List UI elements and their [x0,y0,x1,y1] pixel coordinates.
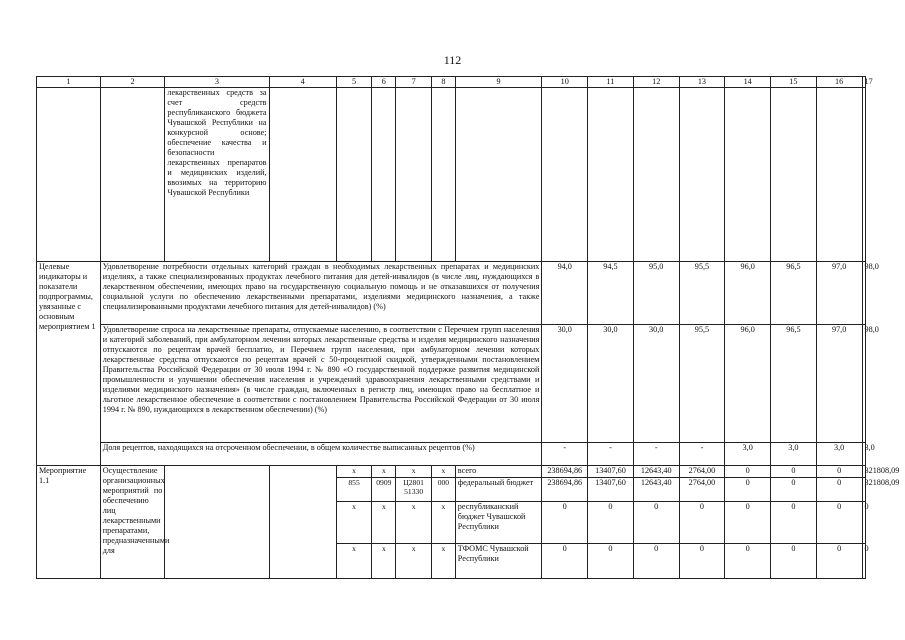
funding-value: 321808,09 [862,478,866,502]
column-number: 11 [588,77,634,88]
budget-code: x [372,466,396,478]
indicator-value: 96,5 [771,325,817,443]
indicator-text: Удовлетворение потребности отдельных категорий граждан в необходимых лекарственных препаратах и медицинских изделиях, а также специализированных продуктах лечебного питания для детей-инвалидов (в числе лиц, нуждающихся в лекарственном обеспечении, имеющих право на государственную социальную помощь и не отказавшихся от получения социальной услуги по обеспечению лекарственными препаратами, изделиями медицинского назначения, а также специализированными продуктами лечебного питания для детей-инвалидов) (%) [100,262,542,325]
budget-code: x [372,544,396,579]
indicator-value: 30,0 [588,325,634,443]
indicators-label: Целевые индикаторы и показатели подпрограммы, увязанные с основным мероприятием 1 [37,262,101,466]
funding-value: 0 [862,544,866,579]
funding-value: 0 [771,502,817,544]
indicator-value: 95,5 [679,262,725,325]
indicator-value: 3,0 [771,443,817,466]
funding-value: 238694,86 [542,466,588,478]
program-table [36,76,900,579]
column-number-row [37,77,866,88]
empty-cell [633,88,679,262]
funding-value: 0 [679,544,725,579]
empty-cell [862,88,866,262]
column-number: 14 [725,77,771,88]
budget-code: x [336,466,372,478]
funding-value: 0 [725,502,771,544]
indicator-value: 95,5 [679,325,725,443]
continuation-row [37,88,866,262]
indicator-value: 98,0 [862,325,866,443]
empty-cell [396,88,432,262]
funding-value: 0 [816,544,862,579]
column-number: 2 [100,77,165,88]
funding-value: 2764,00 [679,478,725,502]
indicator-value: 3,0 [862,443,866,466]
column-number: 16 [816,77,862,88]
column-number: 10 [542,77,588,88]
column-number: 4 [269,77,336,88]
indicator-value: 94,0 [542,262,588,325]
column-number: 6 [372,77,396,88]
empty-cell [816,88,862,262]
indicator-value: - [542,443,588,466]
indicator-text: Удовлетворение спроса на лекарственные препараты, отпускаемые населению, в соответствии с Перечнем групп населения и категорий заболеваний, при амбулаторном лечении которых лекарственные средства и изделия медицинского назначения отпускаются по рецептам врачей бесплатно, и Перечнем групп населения, при амбулаторном лечении которых лекарственные средства отпускаются по рецептам врачей с 50-процентной скидкой, утвержденными постановлением Правительства Российской Федерации от 30 июля 1994 г. № 890 «О государственной поддержке развития медицинской промышленности и улучшении обеспечения населения и учреждений здравоохранения лекарственными средствами и изделиями медицинского назначения» (в числе граждан, включенных в регистр лиц, имеющих право на бесплатное и льготное лекарственное обеспечение в соответствии с постановлением Правительства Российской Федерации от 30 июля 1994 г. № 890, нуждающихся в лекарственном обеспечении) (%) [100,325,542,443]
measure-description: Осуществление организационных мероприятий по обеспечению лиц лекарственными препаратами, предназначенными для [100,466,165,579]
budget-code: 000 [431,478,455,502]
budget-code: x [431,466,455,478]
funding-source: республиканский бюджет Чувашской Республики [455,502,542,544]
column-number: 7 [396,77,432,88]
funding-value: 0 [771,478,817,502]
column-number: 15 [771,77,817,88]
indicator-value: - [679,443,725,466]
funding-value: 0 [771,466,817,478]
column-number: 9 [455,77,542,88]
funding-value: 0 [816,466,862,478]
funding-value: 321808,09 [862,466,866,478]
empty-cell [455,88,542,262]
empty-cell [725,88,771,262]
indicator-value: 98,0 [862,262,866,325]
funding-source: федеральный бюджет [455,478,542,502]
funding-value: 0 [816,502,862,544]
empty-cell [771,88,817,262]
budget-code: x [336,544,372,579]
funding-value: 0 [588,544,634,579]
indicator-value: 95,0 [633,262,679,325]
indicator-row [37,443,866,466]
budget-code: x [396,544,432,579]
funding-value: 0 [816,478,862,502]
indicator-value: 97,0 [816,325,862,443]
budget-code: x [396,466,432,478]
funding-value: 0 [771,544,817,579]
funding-value: 2764,00 [679,466,725,478]
funding-value: 0 [588,502,634,544]
indicator-value: 97,0 [816,262,862,325]
measure-label: Мероприятие 1.1 [37,466,101,579]
funding-value: 0 [725,478,771,502]
budget-code: x [336,502,372,544]
funding-value: 13407,60 [588,478,634,502]
indicator-value: 96,0 [725,325,771,443]
funding-row [37,466,866,478]
funding-value: 0 [542,544,588,579]
budget-code: Ц2801 51330 [396,478,432,502]
funding-value: 0 [725,466,771,478]
column-number: 12 [633,77,679,88]
funding-value: 0 [725,544,771,579]
funding-value: 13407,60 [588,466,634,478]
indicator-value: - [633,443,679,466]
funding-value: 0 [633,502,679,544]
indicator-value: 30,0 [542,325,588,443]
indicator-row [37,325,866,443]
budget-code: 855 [336,478,372,502]
indicator-value: - [588,443,634,466]
empty-cell [269,466,336,579]
indicator-row [37,262,866,325]
funding-value: 12643,40 [633,466,679,478]
column-number: 5 [336,77,372,88]
column-number: 8 [431,77,455,88]
empty-cell [588,88,634,262]
funding-value: 0 [633,544,679,579]
budget-code: 0909 [372,478,396,502]
page-number: 112 [443,53,462,67]
funding-value: 0 [542,502,588,544]
column-number: 1 [37,77,101,88]
budget-code: x [372,502,396,544]
budget-code: x [431,544,455,579]
indicator-value: 3,0 [816,443,862,466]
budget-code: x [431,502,455,544]
empty-cell [336,88,372,262]
column-number: 3 [165,77,269,88]
indicator-value: 96,5 [771,262,817,325]
column-number: 13 [679,77,725,88]
empty-cell [372,88,396,262]
budget-code: x [396,502,432,544]
indicator-value: 30,0 [633,325,679,443]
indicator-text: Доля рецептов, находящихся на отсроченном обеспечении, в общем количестве выписанных рецептов (%) [100,443,542,466]
funding-source: ТФОМС Чувашской Республики [455,544,542,579]
column-number: 17 [862,77,866,88]
empty-cell [165,466,269,579]
empty-cell [431,88,455,262]
indicator-value: 96,0 [725,262,771,325]
empty-cell [679,88,725,262]
empty-cell [37,88,101,262]
funding-value: 0 [862,502,866,544]
funding-source: всего [455,466,542,478]
funding-value: 238694,86 [542,478,588,502]
empty-cell [542,88,588,262]
empty-cell [100,88,165,262]
indicator-value: 3,0 [725,443,771,466]
empty-cell [269,88,336,262]
task-description-cell: лекарственных средств за счет средств республиканского бюджета Чувашской Республики на конкурсной основе; обеспечение качества и безопасности лекарственных препаратов и медицинских изделий, ввозимых на территорию Чувашской Республики [165,88,269,262]
funding-value: 12643,40 [633,478,679,502]
indicator-value: 94,5 [588,262,634,325]
funding-value: 0 [679,502,725,544]
